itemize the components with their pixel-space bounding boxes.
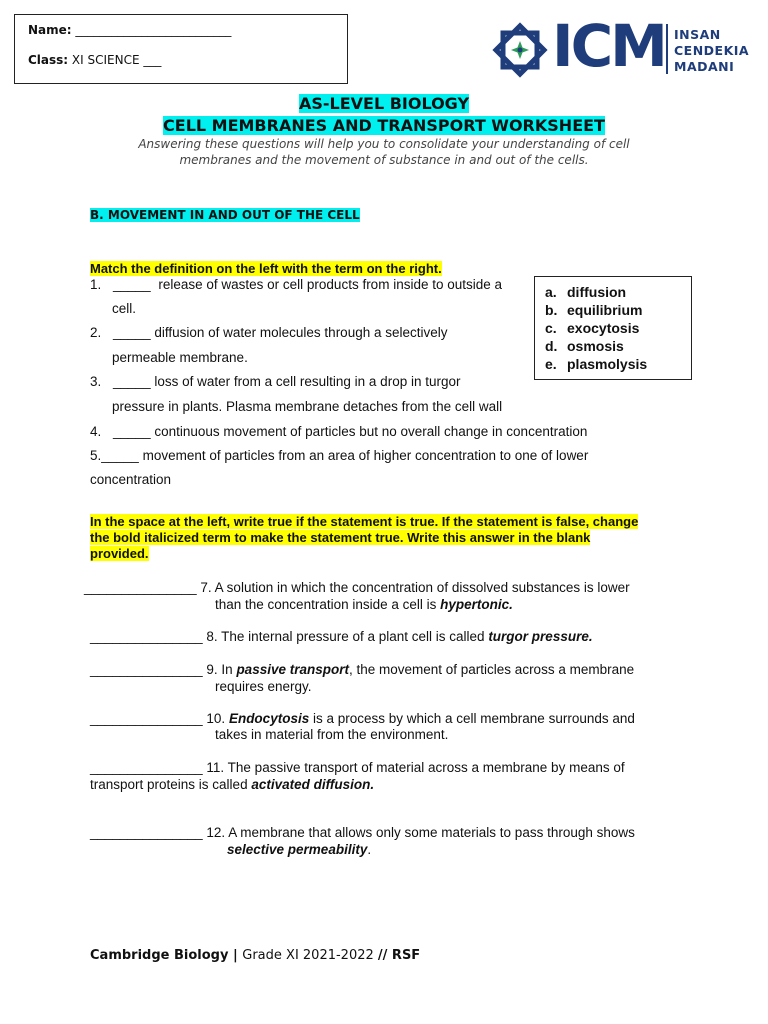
question-number: 3. [90, 374, 102, 389]
title-line-1 [0, 94, 768, 114]
answer-blank[interactable]: _____ [113, 424, 151, 439]
tf-instruction-line-1 [90, 514, 638, 530]
key-term: passive transport [236, 662, 349, 677]
question-text: , the movement of particles across a membrane [348, 662, 635, 677]
match-instruction [90, 261, 442, 277]
term-letter: d. [545, 338, 558, 354]
tf-question-7-cont [215, 596, 513, 613]
key-term: turgor pressure. [488, 629, 593, 644]
footer-initials: RSF [387, 948, 421, 963]
title-text-2: CELL MEMBRANES AND TRANSPORT WORKSHEET [163, 116, 605, 135]
question-number: 8. [206, 629, 218, 644]
question-text: . [367, 842, 372, 857]
intro-line-1: Answering these questions will help you to consolidate your understanding of cell [138, 137, 630, 151]
tf-question-12[interactable] [90, 824, 635, 841]
tf-question-11[interactable] [90, 759, 625, 776]
footer-course: Cambridge Biology [90, 948, 229, 963]
question-number: 10. [206, 711, 226, 726]
tf-question-10[interactable] [90, 710, 635, 727]
question-text: A solution in which the concentration of dissolved substances is lower [214, 580, 630, 595]
page-footer [90, 948, 420, 963]
name-blank[interactable]: __________________________ [71, 23, 232, 37]
term-text: diffusion [567, 284, 627, 300]
answer-blank[interactable]: _____ [113, 277, 151, 292]
logo-divider [666, 24, 668, 74]
term-item [545, 337, 691, 355]
term-text: equilibrium [567, 302, 643, 318]
footer-grade: Grade XI 2021-2022 [242, 948, 378, 963]
logo-line-1: INSAN [674, 27, 721, 42]
tf-instruction-text: provided. [90, 546, 149, 561]
tf-instruction-text: In the space at the left, write true if the statement is true. If the statement is false, change [90, 514, 639, 529]
school-logo [492, 12, 754, 80]
intro-line-2: membranes and the movement of substance in and out of the cells. [179, 153, 589, 167]
question-number: 4. [90, 424, 102, 439]
class-label: Class: [28, 53, 69, 67]
tf-question-9-cont: requires energy. [215, 679, 312, 694]
answer-blank[interactable]: _______________ [90, 662, 203, 677]
title-line-2 [0, 116, 768, 136]
tf-question-12-cont [227, 841, 371, 858]
tf-question-9[interactable] [90, 661, 634, 678]
question-text: A membrane that allows only some materials to pass through shows [228, 825, 635, 840]
tf-question-8[interactable] [90, 628, 593, 645]
answer-blank[interactable]: _______________ [90, 711, 203, 726]
match-question-3[interactable] [90, 373, 460, 391]
answer-blank[interactable]: _______________ [90, 825, 203, 840]
answer-blank[interactable]: _______________ [90, 629, 203, 644]
question-number: 1. [90, 277, 102, 292]
key-term: selective permeability [227, 842, 368, 857]
section-b-heading-text: B. MOVEMENT IN AND OUT OF THE CELL [90, 208, 360, 222]
tf-question-10-cont: takes in material from the environment. [215, 727, 449, 742]
question-text: is a process by which a cell membrane surrounds and [309, 711, 635, 726]
question-text: transport proteins is called [90, 777, 252, 792]
tf-instruction-line-2 [90, 530, 590, 546]
question-text: than the concentration inside a cell is [215, 597, 441, 612]
match-instruction-text: Match the definition on the left with the term on the right. [90, 261, 442, 276]
question-text: diffusion of water molecules through a selectively [154, 325, 448, 340]
question-number: 9. [206, 662, 218, 677]
footer-separator: // [377, 948, 388, 963]
term-text: exocytosis [567, 320, 640, 336]
question-number: 11. [206, 760, 225, 775]
logo-abbr: ICM [552, 12, 665, 80]
match-question-2-cont: permeable membrane. [112, 350, 248, 365]
tf-question-11-cont [90, 776, 374, 793]
key-term: hypertonic. [440, 597, 513, 612]
question-text: The internal pressure of a plant cell is called [221, 629, 489, 644]
term-letter: b. [545, 302, 558, 318]
term-letter: a. [545, 284, 557, 300]
question-text: In [221, 662, 237, 677]
question-text: loss of water from a cell resulting in a drop in turgor [154, 374, 461, 389]
match-question-5-cont: concentration [90, 472, 172, 487]
answer-blank[interactable]: _______________ [90, 760, 203, 775]
tf-instruction-text: the bold italicized term to make the statement true. Write this answer in the blank [90, 530, 591, 545]
term-letter: c. [545, 320, 557, 336]
key-term: Endocytosis [228, 711, 310, 726]
answer-blank[interactable]: _______________ [84, 580, 197, 595]
match-question-2[interactable] [90, 324, 448, 342]
term-item [545, 283, 691, 301]
term-item [545, 355, 691, 373]
term-item [545, 319, 691, 337]
match-question-5[interactable] [90, 447, 588, 465]
tf-question-7[interactable] [84, 579, 630, 596]
question-text: release of wastes or cell products from inside to outside a [158, 277, 503, 292]
question-number: 12. [206, 825, 226, 840]
question-number: 7. [200, 580, 212, 595]
student-info-box [14, 14, 348, 84]
term-letter: e. [545, 356, 557, 372]
term-text: osmosis [567, 338, 624, 354]
terms-box [534, 276, 692, 380]
match-question-1[interactable] [90, 276, 502, 294]
question-number: 5. [90, 448, 102, 463]
name-label: Name: [28, 23, 72, 37]
title-text-1: AS-LEVEL BIOLOGY [298, 94, 470, 113]
class-row[interactable] [28, 53, 161, 67]
section-b-heading [90, 207, 360, 223]
answer-blank[interactable]: _____ [113, 374, 151, 389]
footer-separator: | [228, 948, 243, 963]
star-emblem-icon [492, 22, 548, 78]
match-question-1-cont: cell. [112, 301, 137, 316]
question-text: continuous movement of particles but no overall change in concentration [154, 424, 588, 439]
name-row[interactable] [28, 23, 231, 37]
question-number: 2. [90, 325, 102, 340]
key-term: activated diffusion. [251, 777, 375, 792]
match-question-4[interactable] [90, 423, 587, 441]
question-text: movement of particles from an area of higher concentration to one of lower [142, 448, 589, 463]
logo-line-3: MADANI [674, 59, 735, 74]
match-question-3-cont: pressure in plants. Plasma membrane detaches from the cell wall [112, 399, 503, 414]
term-item [545, 301, 691, 319]
tf-instruction-line-3 [90, 546, 149, 562]
class-value[interactable]: XI SCIENCE ___ [68, 53, 162, 67]
term-text: plasmolysis [567, 356, 648, 372]
answer-blank[interactable]: _____ [101, 448, 139, 463]
question-text: The passive transport of material across a membrane by means of [227, 760, 625, 775]
logo-line-2: CENDEKIA [674, 43, 750, 58]
answer-blank[interactable]: _____ [113, 325, 151, 340]
